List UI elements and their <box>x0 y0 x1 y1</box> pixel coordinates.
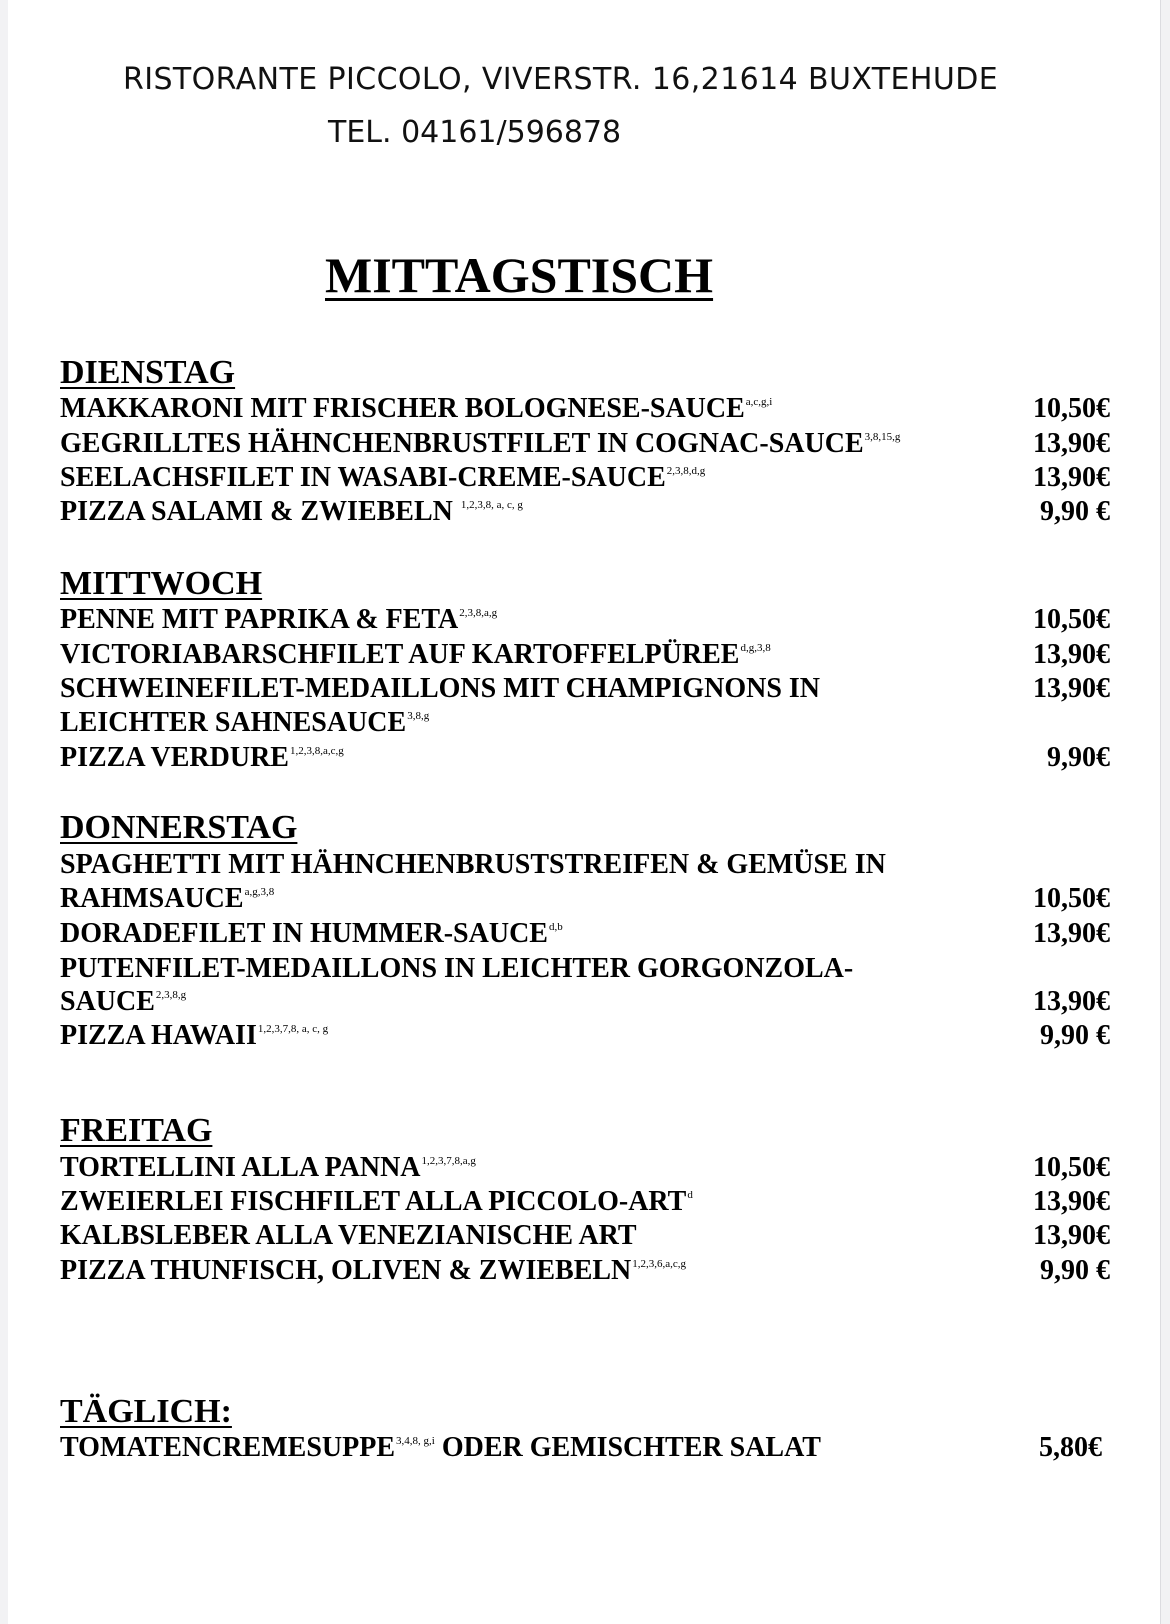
item-price: 10,50€ <box>1033 393 1110 424</box>
menu-item-continued <box>60 881 1110 917</box>
allergen-codes: a,c,g,i <box>745 396 773 408</box>
menu-item <box>60 1018 1110 1054</box>
menu-item-continued <box>60 984 1110 1020</box>
menu-item <box>60 391 1110 427</box>
item-name: DORADEFILET IN HUMMER-SAUCE <box>60 918 548 949</box>
item-name: PIZZA SALAMI & ZWIEBELN <box>60 496 453 527</box>
item-name: GEGRILLTES HÄHNCHENBRUSTFILET IN COGNAC-SAUCE <box>60 428 864 459</box>
allergen-codes: 3,8,g <box>407 710 430 722</box>
daily-heading: TÄGLICH: <box>60 1393 232 1430</box>
item-price: 13,90€ <box>1033 1220 1110 1251</box>
allergen-codes: d,g,3,8 <box>740 642 771 654</box>
item-name: PIZZA HAWAII <box>60 1020 257 1051</box>
menu-page <box>8 0 1161 1624</box>
menu-item <box>60 951 1110 987</box>
restaurant-phone: TEL. 04161/596878 <box>328 115 622 150</box>
daily-salad: ODER GEMISCHTER SALAT <box>434 1432 821 1463</box>
allergen-codes: d,b <box>548 921 563 933</box>
item-name: VICTORIABARSCHFILET AUF KARTOFFELPÜREE <box>60 639 740 670</box>
day-heading-dienstag: DIENSTAG <box>60 354 236 391</box>
item-price: 13,90€ <box>1033 986 1110 1017</box>
allergen-codes: 2,3,8,g <box>155 989 187 1001</box>
item-name-line2: RAHMSAUCE <box>60 883 244 914</box>
menu-item <box>60 671 1110 707</box>
menu-item <box>60 1218 1110 1254</box>
item-price: 9,90€ <box>1047 742 1110 773</box>
item-name: PUTENFILET-MEDAILLONS IN LEICHTER GORGONZOLA- <box>60 953 854 984</box>
allergen-codes: a,g,3,8 <box>244 886 275 898</box>
allergen-codes: 1,2,3,8, a, c, g <box>460 499 523 511</box>
allergen-codes: 2,3,8,d,g <box>666 465 706 477</box>
allergen-codes: d <box>687 1189 693 1201</box>
daily-item <box>60 1430 1110 1466</box>
item-name: TORTELLINI ALLA PANNA <box>60 1152 421 1183</box>
day-heading-freitag: FREITAG <box>60 1112 213 1149</box>
day-heading-donnerstag: DONNERSTAG <box>60 809 298 846</box>
item-name: PIZZA VERDURE <box>60 742 289 773</box>
item-name-line2: LEICHTER SAHNESAUCE <box>60 707 407 738</box>
allergen-codes: 2,3,8,a,g <box>459 607 498 619</box>
item-price: 10,50€ <box>1033 604 1110 635</box>
menu-item <box>60 847 1110 883</box>
item-name: MAKKARONI MIT FRISCHER BOLOGNESE-SAUCE <box>60 393 745 424</box>
daily-soup: TOMATENCREMESUPPE <box>60 1432 395 1463</box>
item-name: KALBSLEBER ALLA VENEZIANISCHE ART <box>60 1220 637 1251</box>
menu-item <box>60 637 1110 673</box>
item-name: PIZZA THUNFISCH, OLIVEN & ZWIEBELN <box>60 1255 632 1286</box>
item-price: 9,90 € <box>1040 1020 1110 1051</box>
item-price: 13,90€ <box>1033 428 1110 459</box>
restaurant-address: RISTORANTE PICCOLO, VIVERSTR. 16,21614 BUXTEHUDE <box>123 62 999 97</box>
item-name: PENNE MIT PAPRIKA & FETA <box>60 604 459 635</box>
menu-item <box>60 426 1110 462</box>
item-price: 10,50€ <box>1033 1152 1110 1183</box>
item-price: 10,50€ <box>1033 883 1110 914</box>
allergen-codes: 3,8,15,g <box>864 431 901 443</box>
item-name: SCHWEINEFILET-MEDAILLONS MIT CHAMPIGNONS IN <box>60 673 821 704</box>
menu-item <box>60 460 1110 496</box>
item-price: 9,90 € <box>1040 496 1110 527</box>
allergen-codes: 1,2,3,6,a,c,g <box>632 1258 687 1270</box>
menu-item <box>60 602 1110 638</box>
menu-item-continued <box>60 705 1110 741</box>
item-price: 13,90€ <box>1033 462 1110 493</box>
allergen-codes: 1,2,3,7,8,a,g <box>421 1155 476 1167</box>
menu-item <box>60 494 1110 530</box>
day-heading-mittwoch: MITTWOCH <box>60 565 263 602</box>
allergen-codes: 3,4,8, g,i <box>396 1435 435 1447</box>
item-price: 9,90 € <box>1040 1255 1110 1286</box>
item-name: SPAGHETTI MIT HÄHNCHENBRUSTSTREIFEN & GEMÜSE IN <box>60 849 886 880</box>
allergen-codes: 1,2,3,8,a,c,g <box>289 745 344 757</box>
menu-item <box>60 1253 1110 1289</box>
menu-item <box>60 740 1110 776</box>
item-name-line2: SAUCE <box>60 986 155 1017</box>
item-price: 13,90€ <box>1033 918 1110 949</box>
item-name: SEELACHSFILET IN WASABI-CREME-SAUCE <box>60 462 666 493</box>
page-title: MITTAGSTISCH <box>325 247 714 303</box>
item-price: 13,90€ <box>1033 639 1110 670</box>
item-name: ZWEIERLEI FISCHFILET ALLA PICCOLO-ART <box>60 1186 687 1217</box>
item-price: 13,90€ <box>1033 673 1110 704</box>
menu-item <box>60 1150 1110 1186</box>
allergen-codes: 1,2,3,7,8, a, c, g <box>257 1023 329 1035</box>
menu-item <box>60 916 1110 952</box>
menu-item <box>60 1184 1110 1220</box>
daily-price: 5,80€ <box>1039 1432 1102 1463</box>
item-price: 13,90€ <box>1033 1186 1110 1217</box>
